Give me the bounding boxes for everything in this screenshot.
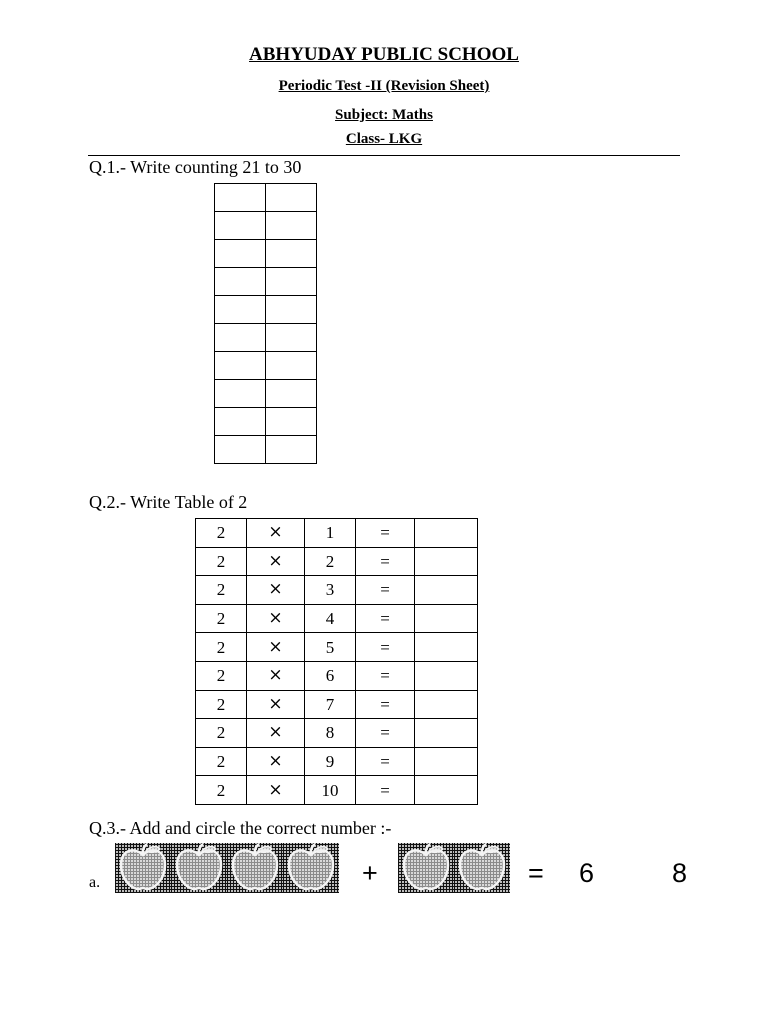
- table-row: [196, 547, 478, 576]
- equals-cell: =: [356, 690, 415, 719]
- header-divider: [88, 155, 680, 156]
- answer-cell[interactable]: [415, 633, 478, 662]
- apple-icon: [454, 843, 510, 893]
- equals-cell: =: [356, 719, 415, 748]
- multiplier-cell: 10: [305, 776, 356, 805]
- answer-cell[interactable]: [415, 776, 478, 805]
- plus-sign: +: [362, 858, 378, 888]
- counting-cell[interactable]: [215, 324, 266, 352]
- question-3: Q.3.- Add and circle the correct number :-: [89, 818, 392, 838]
- answer-cell[interactable]: [415, 747, 478, 776]
- equals-cell: =: [356, 576, 415, 605]
- multiplicand-cell: 2: [196, 547, 247, 576]
- answer-cell[interactable]: [415, 690, 478, 719]
- multiplier-cell: 8: [305, 719, 356, 748]
- counting-row: [215, 408, 317, 436]
- counting-cell[interactable]: [266, 296, 317, 324]
- counting-row: [215, 352, 317, 380]
- counting-cell[interactable]: [266, 268, 317, 296]
- counting-cell[interactable]: [266, 212, 317, 240]
- equals-cell: =: [356, 747, 415, 776]
- counting-grid: [214, 183, 317, 464]
- times-sign: ×: [247, 719, 305, 748]
- multiplicand-cell: 2: [196, 690, 247, 719]
- answer-cell[interactable]: [415, 576, 478, 605]
- counting-cell[interactable]: [266, 324, 317, 352]
- table-row: [196, 633, 478, 662]
- multiplicand-cell: 2: [196, 576, 247, 605]
- times-sign: ×: [247, 690, 305, 719]
- table-row: [196, 604, 478, 633]
- table-row: [196, 776, 478, 805]
- counting-row: [215, 296, 317, 324]
- answer-cell[interactable]: [415, 519, 478, 548]
- counting-row: [215, 268, 317, 296]
- counting-row: [215, 240, 317, 268]
- counting-row: [215, 212, 317, 240]
- times-sign: ×: [247, 747, 305, 776]
- multiplicand-cell: 2: [196, 604, 247, 633]
- counting-row: [215, 184, 317, 212]
- equals-cell: =: [356, 547, 415, 576]
- times-sign: ×: [247, 519, 305, 548]
- answer-cell[interactable]: [415, 719, 478, 748]
- counting-cell[interactable]: [215, 352, 266, 380]
- counting-cell[interactable]: [215, 240, 266, 268]
- subject-label: Subject: Maths: [335, 107, 433, 123]
- apple-icon: [283, 843, 339, 893]
- answer-cell[interactable]: [415, 547, 478, 576]
- multiplier-cell: 2: [305, 547, 356, 576]
- left-apple-group: [115, 843, 339, 893]
- multiplicand-cell: 2: [196, 747, 247, 776]
- times-sign: ×: [247, 633, 305, 662]
- times-sign: ×: [247, 576, 305, 605]
- counting-cell[interactable]: [266, 380, 317, 408]
- counting-cell[interactable]: [215, 184, 266, 212]
- multiplicand-cell: 2: [196, 633, 247, 662]
- counting-cell[interactable]: [266, 352, 317, 380]
- multiplication-table: [195, 518, 478, 805]
- right-apple-group: [398, 843, 510, 893]
- class-label: Class- LKG: [345, 131, 423, 147]
- answer-option-2[interactable]: 8: [672, 858, 688, 888]
- multiplicand-cell: 2: [196, 519, 247, 548]
- part-a-label: a.: [89, 874, 101, 891]
- counting-cell[interactable]: [215, 436, 266, 464]
- multiplier-cell: 5: [305, 633, 356, 662]
- counting-cell[interactable]: [266, 436, 317, 464]
- table-row: [196, 747, 478, 776]
- table-row: [196, 519, 478, 548]
- multiplier-cell: 3: [305, 576, 356, 605]
- question-2: Q.2.- Write Table of 2: [89, 492, 248, 512]
- multiplier-cell: 9: [305, 747, 356, 776]
- answer-option-1[interactable]: 6: [579, 858, 595, 888]
- equals-cell: =: [356, 633, 415, 662]
- equals-cell: =: [356, 776, 415, 805]
- multiplier-cell: 6: [305, 661, 356, 690]
- multiplicand-cell: 2: [196, 661, 247, 690]
- counting-row: [215, 380, 317, 408]
- counting-cell[interactable]: [266, 408, 317, 436]
- equals-cell: =: [356, 661, 415, 690]
- table-row: [196, 719, 478, 748]
- counting-cell[interactable]: [215, 408, 266, 436]
- apple-icon: [115, 843, 171, 893]
- table-row: [196, 690, 478, 719]
- counting-cell[interactable]: [215, 296, 266, 324]
- question-1: Q.1.- Write counting 21 to 30: [89, 157, 302, 177]
- counting-cell[interactable]: [215, 380, 266, 408]
- counting-cell[interactable]: [266, 240, 317, 268]
- table-row: [196, 576, 478, 605]
- equals-sign: =: [528, 858, 544, 888]
- counting-row: [215, 436, 317, 464]
- counting-cell[interactable]: [266, 184, 317, 212]
- counting-row: [215, 324, 317, 352]
- times-sign: ×: [247, 661, 305, 690]
- multiplier-cell: 4: [305, 604, 356, 633]
- multiplier-cell: 7: [305, 690, 356, 719]
- equals-cell: =: [356, 604, 415, 633]
- answer-cell[interactable]: [415, 604, 478, 633]
- table-row: [196, 661, 478, 690]
- answer-cell[interactable]: [415, 661, 478, 690]
- apple-icon: [398, 843, 454, 893]
- apple-icon: [171, 843, 227, 893]
- apple-icon: [227, 843, 283, 893]
- times-sign: ×: [247, 547, 305, 576]
- counting-cell[interactable]: [215, 268, 266, 296]
- counting-cell[interactable]: [215, 212, 266, 240]
- times-sign: ×: [247, 776, 305, 805]
- multiplicand-cell: 2: [196, 719, 247, 748]
- school-name: ABHYUDAY PUBLIC SCHOOL: [249, 44, 519, 65]
- equals-cell: =: [356, 519, 415, 548]
- multiplier-cell: 1: [305, 519, 356, 548]
- test-title: Periodic Test -II (Revision Sheet): [278, 78, 490, 94]
- multiplicand-cell: 2: [196, 776, 247, 805]
- times-sign: ×: [247, 604, 305, 633]
